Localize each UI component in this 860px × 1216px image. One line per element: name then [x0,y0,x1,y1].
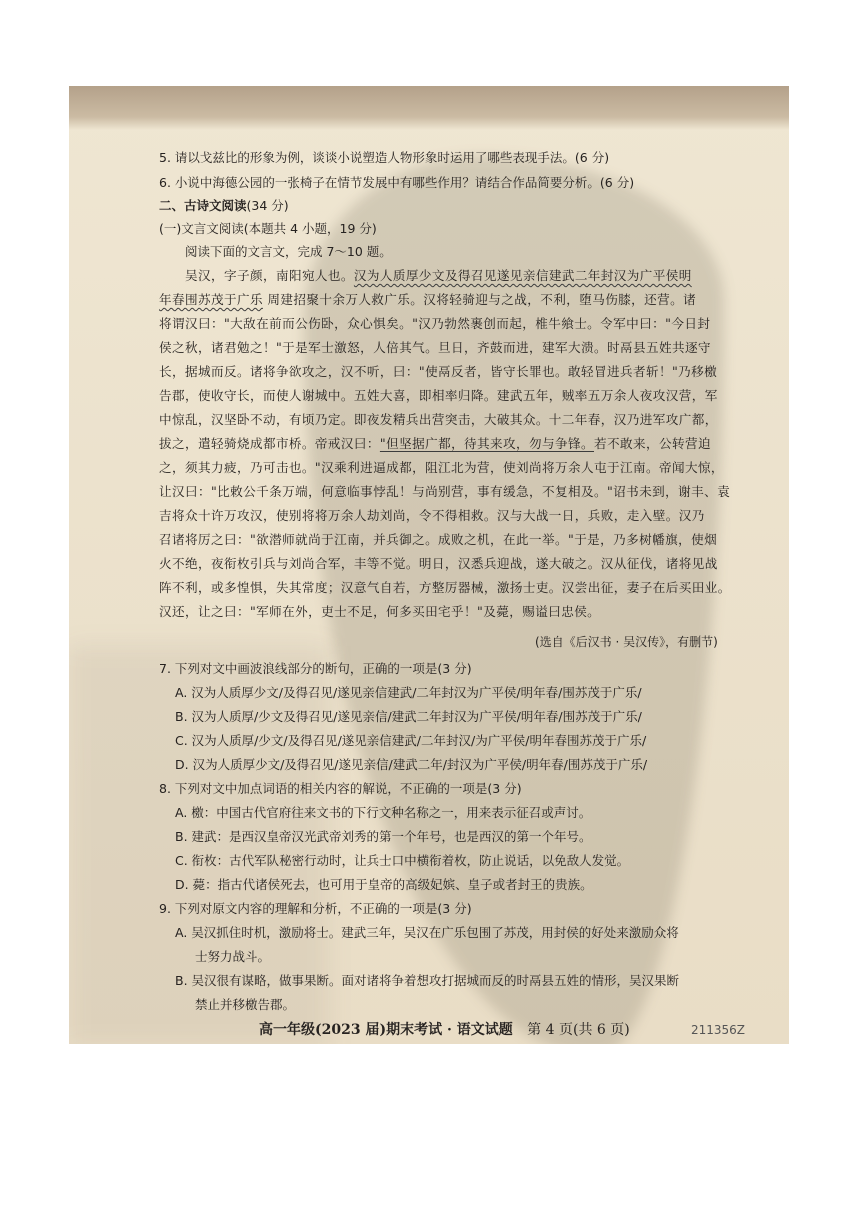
question-6: 6. 小说中海德公园的一张椅子在情节发展中有哪些作用？请结合作品简要分析。(6 分) [159,175,635,190]
underlined-text: "但坚据广都，待其来攻，勿与争锋。 [379,436,594,451]
question-9-option-a: A. 吴汉抓住时机，激励将士。建武三年，吴汉在广乐包围了苏茂，用封侯的好处来激励众将 [175,925,679,940]
wavy-underlined-text: 年春围苏茂于广乐 [159,292,263,307]
passage-text: 吴汉，字子颜，南阳宛人也。 [185,268,354,283]
question-9-option-a-continued: 士努力战斗。 [195,949,271,964]
classical-chinese-subheading: (一)文言文阅读(本题共 4 小题，19 分) [159,221,377,236]
passage-line-12: 召诸将厉之曰："欲潜师就尚于江南，并兵御之。成败之机，在此一举。"于是，乃多树幡旗，使烟 [159,532,718,547]
section-two-score: (34 分) [246,198,289,213]
passage-line-8 [159,438,711,451]
passage-line-10: 让汉曰："比敕公千条万端，何意临事悖乱！与尚别营，事有缓急，不复相及。"诏书未到，谢丰、袁 [159,484,731,499]
passage-line-15: 汉还，让之曰："军师在外，吏士不足，何多买田宅乎！"及薨，赐谥曰忠侯。 [159,604,601,619]
passage-line-7: 中惊乱，汉坚卧不动，有顷乃定。即夜发精兵出营突击，大破其众。十二年春，汉乃进军攻广都， [159,412,718,427]
section-two-heading [159,200,289,213]
question-8-option-d: D. 薨：指古代诸侯死去，也可用于皇帝的高级妃嫔、皇子或者封王的贵族。 [175,877,593,892]
exam-page-content [69,86,789,1044]
section-two-title: 二、古诗文阅读 [159,198,247,213]
passage-line-5: 长，据城而反。诸将争欲攻之，汉不听，曰："使鬲反者，皆守长罪也。敢轻冒进兵者斩！"乃移檄 [159,364,718,379]
question-9-stem: 9. 下列对原文内容的理解和分析，不正确的一项是(3 分) [159,901,472,916]
question-7-option-c: C. 汉为人质厚/少文/及得召见/遂见亲信建武/二年封汉/为广平侯/明年春围苏茂于广乐/ [175,733,647,748]
passage-source: (选自《后汉书 · 吴汉传》，有删节) [535,635,718,649]
wavy-underlined-text: 汉为人质厚少文及得召见遂见亲信建武二年封汉为广平侯明 [353,268,692,283]
passage-text: 拔之，遣轻骑烧成都市桥。帝戒汉曰： [159,436,380,451]
exam-code: 211356Z [691,1023,746,1037]
question-9-option-b: B. 吴汉很有谋略，做事果断。面对诸将争着想攻打据城而反的时鬲县五姓的情形，吴汉果断 [175,973,680,988]
question-8-stem: 8. 下列对文中加点词语的相关内容的解说，不正确的一项是(3 分) [159,781,522,796]
passage-text: 周建招聚十余万人救广乐。汉将轻骑迎与之战，不利，堕马伤膝，还营。诸 [262,292,697,307]
passage-line-14: 阵不利，或多惶惧，失其常度；汉意气自若，方整厉器械，激扬士吏。汉尝出征，妻子在后买田业。 [159,580,731,595]
question-7-stem: 7. 下列对文中画波浪线部分的断句，正确的一项是(3 分) [159,661,472,676]
passage-line-3: 将谓汉曰："大敌在前而公伤卧，众心惧矣。"汉乃勃然裹创而起，椎牛飨士。令军中曰："今日封 [159,316,711,331]
page-number: 第 4 页(共 6 页) [527,1022,630,1038]
passage-line-6: 告郡，使收守长，而使人谢城中。五姓大喜，即相率归降。建武五年，贼率五万余人夜攻汉营，军 [159,388,718,403]
question-7-option-d: D. 汉为人质厚少文/及得召见/遂见亲信/建武二年/封汉为广平侯/明年春/围苏茂于广乐/ [175,757,648,772]
question-5: 5. 请以戈兹比的形象为例，谈谈小说塑造人物形象时运用了哪些表现手法。(6 分) [159,150,610,165]
passage-line-2 [159,294,696,307]
question-8-option-c: C. 衔枚：古代军队秘密行动时，让兵士口中横衔着枚，防止说话，以免敌人发觉。 [175,853,630,868]
question-7-option-a: A. 汉为人质厚少文/及得召见/遂见亲信建武/二年封汉为广平侯/明年春/围苏茂于广乐/ [175,685,642,700]
passage-text: 若不敢来，公转营迫 [594,436,711,451]
question-7-option-b: B. 汉为人质厚/少文及得召见/遂见亲信/建武二年封汉为广平侯/明年春/围苏茂于广乐/ [175,709,642,724]
passage-line-11: 吉将众十许万攻汉，使别将将万余人劫刘尚，令不得相救。汉与大战一日，兵败，走入壁。汉乃 [159,508,705,523]
question-8-option-b: B. 建武：是西汉皇帝汉光武帝刘秀的第一个年号，也是西汉的第一个年号。 [175,829,592,844]
exam-title: 高一年级(2023 届)期末考试 · 语文试题 [259,1022,513,1038]
reading-instruction: 阅读下面的文言文，完成 7～10 题。 [185,244,392,259]
passage-line-4: 侯之秋，诸君勉之！"于是军士激怒，人倍其气。旦日，齐鼓而进，建军大溃。时鬲县五姓共逐守 [159,340,711,355]
passage-line-9: 之，须其力疲，乃可击也。"汉乘利进逼成都，阻江北为营，使刘尚将万余人屯于江南。帝闻大惊， [159,460,724,475]
passage-line-1 [185,270,692,283]
passage-line-13: 火不绝，夜衔枚引兵与刘尚合军，丰等不觉。明日，汉悉兵迎战，遂大破之。汉从征伐，诸将见战 [159,556,718,571]
question-9-option-b-continued: 禁止并移檄告郡。 [195,997,296,1012]
page-footer [259,1023,630,1037]
question-8-option-a: A. 檄：中国古代官府往来文书的下行文种名称之一，用来表示征召或声讨。 [175,805,592,820]
photographed-exam-page [69,86,789,1044]
